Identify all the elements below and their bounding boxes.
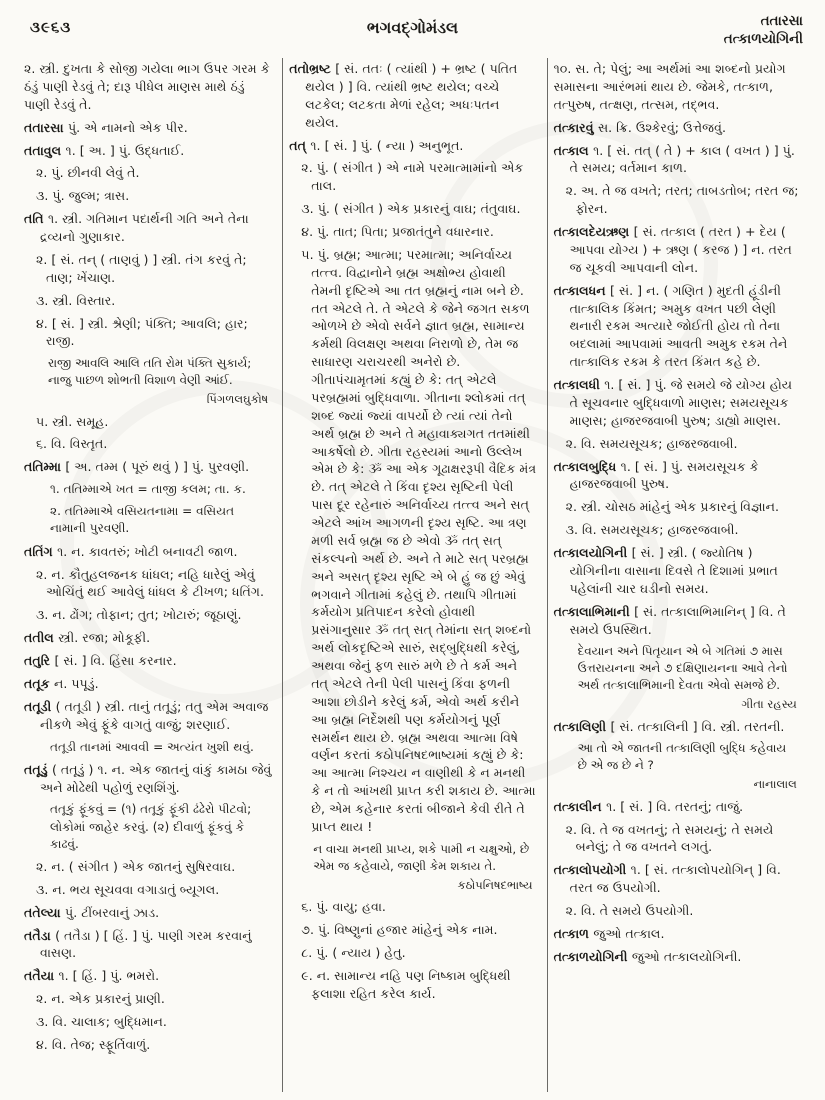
entry-line: ૭. પું. વિષ્ણુનાં હજાર માંહેનું એક નામ. [301, 921, 498, 937]
dict-entry: તત્કાળ જુઓ તત્કાલ. [553, 925, 665, 941]
headword: તત્કાલાભિમાની [553, 603, 635, 619]
citation-source: ગીતા રહસ્ય [741, 697, 797, 712]
entry-line: ૨. અ. તે જ વખતે; તરત; તાબડતોબ; તરત જ; ફોરન. [565, 183, 799, 217]
guide-words [724, 12, 803, 48]
dict-entry: તત્કારવું સ. ક્રિ. ઉશ્કેરવું; ઉત્તેજવું. [553, 119, 726, 135]
dict-entry: તત્ ૧. [ સં. ] પું. ( ન્યા ) અનુભૂત. [289, 137, 464, 153]
entry-line: ૨. ન. એક પ્રકારનું પ્રાણી. [36, 991, 165, 1007]
entry-line: ૨. પું. છીનવી લેવું તે. [36, 165, 140, 181]
headword: તતિ [24, 211, 48, 227]
entry-line: ૪. વિ. તેજ; સ્ફૂર્તિવાળું. [36, 1036, 151, 1052]
dict-entry: તતેલ્યા પું. ટીંબરવાનું ઝાડ. [24, 904, 160, 920]
citation-source: કઠોપનિષદભાષ્ય [457, 877, 533, 892]
headword: તતોભ્રષ્ટ [289, 61, 336, 76]
headword: તતિંગ [24, 543, 58, 559]
headword: તત્કાળ [553, 925, 594, 941]
column-3 [547, 58, 811, 1092]
entry-line: ૨. પું. ( સંગીત ) એ નામે પરમાત્મામાંનો એક તાલ. [301, 160, 524, 194]
headword: તતૂડું [24, 761, 52, 777]
headword: તતીલ [24, 630, 59, 646]
headword: તત્કાલબુદ્ધિ [553, 458, 621, 474]
entry-line: ૪. પું. તાત; પિતા; પ્રજાતંતુને વધારનાર. [301, 224, 494, 239]
entry-line: ૮. પું. ( ન્યાય ) હેતુ. [301, 944, 406, 960]
headword: તત્કાલધન [553, 282, 611, 298]
entry-line: ૩. પું. ( સંગીત ) એક પ્રકારનું વાઘ; તંતુવાઘ. [301, 201, 521, 217]
headword: તતેલ્યા [24, 904, 66, 920]
column-2 [282, 58, 546, 1092]
citation-source: નાનાલાલ [753, 777, 797, 792]
dict-entry: તત્કાલદેયઋણ [ સં. તત્કાલ ( તરત ) + દેય ( આપવા યોગ્ય ) + ઋણ ( કરજ ) ] ન. તરત જ ચૂકવી આપવાની લોન. [553, 224, 792, 275]
headword: તતિમ્મા [24, 459, 66, 475]
headword: તતુરિ [24, 653, 55, 669]
book-title: ભગવદ્ગોમંડલ [366, 18, 459, 37]
dict-entry: તતોભ્રષ્ટ [ સં. તતઃ ( ત્યાંથી ) + ભ્રષ્ટ ( પતિત થયેલ ) ] વિ. ત્યાંથી ભ્રષ્ટ થયેલ; વચ્ચે લટકેલ; લટકતા મેળાં રહેલ; અધઃપતન થયેલ. [289, 61, 518, 130]
dict-entry: તત્કાલોપયોગી ૧. [ સં. તત્કાલોપયોગિન્ ] વિ. તરત જ ઉપયોગી. [553, 862, 781, 896]
entry-line: ૩. પું. જુલ્મ; ત્રાસ. [36, 188, 130, 204]
entry-line: ૩. વિ. સમયસૂચક; હાજરજવાબી. [565, 522, 739, 538]
entry-line: ૯. ન. સામાન્ય નહિ પણ નિષ્કામ બુદ્ધિથી ફલાશા રહિત કરેલ કાર્ય. [301, 967, 511, 1001]
dict-entry: તત્કાલધન [ સં. ] ન. ( ગણિત ) મુદતી હૂંડીની તાત્કાલિક કિંમત; અમુક વખત પછી લેણી થનારી રકમ અત્યારે જોઈતી હોય તો તેના બદલામાં આપવામાં આવતી અમુક રકમ તેને તાત્કાલિક રકમ કે તરત કિંમત કહે છે. [553, 282, 788, 370]
headword: તત્ [289, 137, 311, 153]
guide-word-last: તત્કાળયોગિની [723, 31, 803, 48]
entry-line: ૨. સ્ત્રી. ચોસઠ માંહેનું એક પ્રકારનું વિજ્ઞાન. [565, 499, 779, 515]
dict-entry: તત્કાલયોગિની [ સં. ] સ્ત્રી. ( જ્યોતિષ ) યોગિનીના વાસાના દિવસે તે દિશામાં પ્રભાત પહેલાંની ચાર ઘડીનો સમય. [553, 545, 778, 596]
dict-entry: તતૂક ન. પપૂડું. [24, 675, 99, 691]
page-header [0, 10, 825, 60]
headword: તત્કાલ [553, 142, 594, 158]
dict-entry: તતિમ્મા [ અ. તમ્મ ( પૂરું થવું ) ] પું. પુરવણી. [24, 459, 250, 475]
citation-quote: આ તો એ જાતની તત્કાલિણી બુદ્ધિ કહેવાય છે એ જ છે ને ? [577, 741, 787, 773]
dict-entry: તતૂડી ( તતૂડી ) સ્ત્રી. તાનું તતૂડું; તતુ એમ અવાજ નીકળે એવું ફૂંકે વાગતું વાજું; શરણાઈ. [24, 698, 269, 732]
dict-entry: તત્કાલીન ૧. [ સં. ] વિ. તરતનું; તાજું. [553, 798, 744, 814]
headword: તત્કાલદેયઋણ [553, 224, 634, 239]
entry-line: ૨. વિ. સમયસૂચક; હાજરજવાબી. [565, 435, 738, 451]
guide-word-first: તતારસા [760, 13, 803, 29]
headword: તતૈયા [24, 968, 59, 984]
dict-entry: તતૈયા ૧. [ હિં. ] પું. ભમરો. [24, 968, 160, 984]
entry-line: ૧૦. સ. તે; પેલું; આ અર્થમાં આ શબ્દનો પ્રયોગ સમાસના આરંભમાં થાય છે. જેમકે, તત્કાળ, તત્પુરુષ, તત્ક્ષણ, તત્સમ, તદ્ભવ. [553, 61, 786, 112]
entry-line: ૬. વિ. વિસ્તૃત. [36, 436, 108, 452]
dict-entry: તતિ ૧. સ્ત્રી. ગતિમાન પદાર્થની ગતિ અને તેના દ્રવ્યનો ગુણાકાર. [24, 211, 249, 244]
dict-entry: તતીલ સ્ત્રી. રજા; મોકૂફી. [24, 630, 151, 646]
headword: તત્કાલધી [553, 377, 605, 392]
entry-line: ૫. પું. બ્રહ્મ; આત્મા; પરમાત્મા; અનિર્વાચ્ય તત્ત્વ. વિદ્વાનોને બ્રહ્મ અક્ષોભ્ય હોવાથી તેમની દૃષ્ટિએ આ તત બ્રહ્મનું નામ બને છે. તત એટલે તે. તે એટલે કે જેને જગત સકળ ઓળખે છે એવો સર્વને જ્ઞાત બ્રહ્મ, સામાન્ય કર્મથી વિલક્ષણ અથવા નિરાળો છે, તેમ જ સાધારણ ચરાચરથી અનેરો છે. ગીતાપંચામૃતમાં કહ્યું છે કે: તત્ એટલે પરબ્રહ્મમાં બુદ્ધિવાળા. ગીતાના શ્લોકમાં તત્ શબ્દ જ્યાં જ્યાં વાપર્યો છે ત્યાં ત્યાં તેનો અર્થ બ્રહ્મ છે અને તે મહાવાક્યગત તતમાંથી આકર્ષેલો છે. ગીતા રહસ્યમાં આનો ઉલ્લેખ એમ છે કે: ૐ આ એક ગૂઢાક્ષરરૂપી વૈદિક મંત્ર છે. તત્ એટલે તે કિંવા દૃશ્ય સૃષ્ટિની પેલી પાસ દૂર રહેનારું અનિર્વાચ્ય તત્ત્વ અને સત્ એટલે આંખ આગળની દૃશ્ય સૃષ્ટિ. આ ત્રણ મળી સર્વ બ્રહ્મ જ છે એવો ૐ તત્ સત્ સંકલ્પનો અર્થ છે. અને તે માટે સત્ પરબ્રહ્મ અને અસત્ દૃશ્ય સૃષ્ટિ એ બે હું જ છું એવું ભગવાને ગીતામાં કહેલું છે. તથાપિ ગીતામાં કર્મયોગ પ્રતિપાદન કરેલો હોવાથી પ્રસંગાનુસાર ૐ તત્ સત્ તેમાંના સત્ શબ્દનો અર્થ લોકદૃષ્ટિએ સારું, સદ્‌બુદ્ધિથી કરેલું, અથવા જેનું ફળ સારું મળે છે તે કર્મ અને તત્ એટલે તેની પેલી પાસનું કિંવા ફળની આશા છોડીને કરેલું કર્મ, એવો અર્થ કરીને આ બ્રહ્મ નિર્દેશથી પણ કર્મયોગનું પૂર્ણ સમર્થન થાય છે. બ્રહ્મ અથવા આત્મા વિષે વર્ણન કરતાં કઠોપનિષદભાષ્યમાં કહ્યું છે કે: આ આત્મા નિશ્ચય ન વાણીથી કે ન મનથી કે ન તો આંખથી પ્રાપ્ત કરી શકાય છે. આત્મા છે, એમ કહેનાર કરતાં બીજાને કેવી રીતે તે પ્રાપ્ત થાય ! [301, 246, 537, 834]
dict-entry: તત્કાલબુદ્ધિ ૧. [ સં. ] પું. સમયસૂચક કે હાજરજવાબી પુરુષ. [553, 458, 759, 492]
citation-source: પિંગળલઘુકોષ [206, 392, 269, 407]
dict-entry: તતૂડું ( તતૂડું ) ૧. ન. એક જાતનું વાંકું કામઠા જેવું અને મોઢેથી પહોળું રણશિંગું. [24, 761, 272, 795]
dict-entry: તત્કાલ ૧. [ સં. તત્ ( તે ) + કાલ ( વખત ) ] પું. તે સમય; વર્તમાન કાળ. [553, 142, 795, 176]
entry-line: ૩. સ્ત્રી. વિસ્તાર. [36, 292, 116, 308]
dict-entry: તત્કાળયોગિની જુઓ તત્કાલયોગિની. [553, 948, 742, 964]
entry-line: ૨. તતિમ્માએ વસિયતનામા = વસિયત નામાની પુરવણી. [50, 504, 235, 536]
citation-quote: દેવયાન અને પિતૃયાન એ બે ગતિમાં ૭ માસ ઉત્તરાયનના અને ૭ દક્ષિણાયનના આવે તેનો અર્થ તત્કાલાભિમાની દેવતા એવો સમજે છે. [577, 644, 788, 693]
headword: તતૂક [24, 675, 54, 691]
entry-line: ૨. ન. ( સંગીત ) એક જાતનું સુષિરવાઘ. [36, 858, 236, 874]
entry-line: ૩. ન. ભય સૂચવવા વગાડાતું બ્યૂગલ. [36, 881, 220, 897]
entry-line: ૨. સ્ત્રી. દુખતા કે સોજી ગયેલા ભાગ ઉપર ગરમ કે ઠંડું પાણી રેડવું તે; દારૂ પીધેલ માણસ માથે ઠંડું પાણી રેડવું તે. [24, 61, 270, 112]
dict-entry: તત્કાલધી ૧. [ સં. ] પું. જે સમયે જે યોગ્ય હોય તે સૂચવનાર બુદ્ધિવાળો માણસ; સમયસૂચક માણસ; હાજરજવાબી પુરુષ; ડાહ્યો માણસ. [553, 377, 793, 428]
citation-quote: રાજી આવલિ આલિ તતિ રોમ પંક્તિ સુકાર્ય; નાજુ પાછળ શોભતી વિશાળ વેણી આંઈ. [48, 356, 252, 388]
entry-line: તતૂડી તાનમાં આવવી = અત્યંત ખુશી થવું. [50, 739, 254, 754]
headword: તત્કાલીન [553, 798, 607, 814]
headword: તત્કાળયોગિની [553, 948, 632, 964]
headword: તતાવુલ [24, 142, 66, 158]
dict-entry: તતાવુલ ૧. [ અ. ] પું. ઉદ્ધતાઈ. [24, 142, 185, 158]
headword: તતૂડી [24, 698, 56, 714]
entry-line: ૧. તતિમ્માએ ખત = તાજી કલમ; તા. ક. [50, 482, 246, 497]
entry-line: ૬. પું. વાયુ; હવા. [301, 899, 386, 915]
entry-line: ૩. ન. ઢોંગ; તોફાન; તુત; ખોટારું; જૂઠાણું. [36, 607, 242, 623]
entry-line: ૪. [ સં. ] સ્ત્રી. શ્રેણી; પંક્તિ; આવલિ; હાર; રાજી. [36, 315, 248, 349]
entry-line: ૨. [ સં. તન્ ( તાણવું ) ] સ્ત્રી. તંગ કરવું તે; તાણ; ખેંચાણ. [36, 251, 247, 285]
dict-entry: તતિંગ ૧. ન. કાવતરું; ખોટી બનાવટી જાળ. [24, 543, 238, 559]
text-columns [18, 58, 811, 1092]
headword: તત્કાલિણી [553, 718, 611, 734]
entry-line: ૫. સ્ત્રી. સમૂહ. [36, 413, 109, 429]
page-number: ૩૯૬૩ [30, 18, 72, 36]
column-1 [18, 58, 282, 1092]
headword: તત્કાલયોગિની [553, 545, 632, 560]
headword: તતારસા [24, 119, 68, 135]
dict-entry: તતુરિ [ સં. ] વિ. હિંસા કરનાર. [24, 653, 177, 669]
entry-line: તતૂકું ફૂંકવું = (૧) તતૂકું ફૂંકી ઢંઢેરો પીટવો; લોકોમાં જાહેર કરવું. (૨) દીવાળું ફૂંકવું કે કાઢવું. [50, 802, 252, 851]
headword: તત્કાલોપયોગી [553, 862, 631, 878]
entry-line: ૨. વિ. તે સમયે ઉપયોગી. [565, 903, 694, 919]
headword: તત્કારવું [553, 119, 598, 135]
dict-entry: તત્કાલિણી [ સં. તત્કાલિની ] વિ. સ્ત્રી. તરતની. [553, 718, 785, 734]
dict-entry: તતૈડા ( તતૈડા ) [ હિં. ] પું. પાણી ગરમ કરવાનું વાસણ. [24, 927, 252, 961]
headword: તતૈડા [24, 927, 56, 943]
dict-entry: તત્કાલાભિમાની [ સં. તત્કાલાભિમાનિન્ ] વિ. તે સમયે ઉપસ્થિત. [553, 603, 786, 637]
dict-entry: તતારસા પું. એ નામનો એક પીર. [24, 119, 188, 135]
entry-line: ૨. ન. કૌતુહલજનક ધાંધલ; નહિ ધારેલું એવું ઓચિંતું થઈ આવેલું ધાંધલ કે ટીખળ; ધતિંગ. [36, 566, 264, 600]
entry-line: ૩. વિ. ચાલાક; બુદ્ધિમાન. [36, 1014, 167, 1030]
citation-quote: ન વાચા મનથી પ્રાપ્ય, શકે પામી ન ચક્ષુઓ, છે એમ જ કહેવાયે, જાણી કેમ શકાય તે. [313, 841, 530, 873]
entry-line: ૨. વિ. તે જ વખતનું; તે સમયનું; તે સમયે બનેલું; તે જ વખતને લગતું. [565, 821, 774, 855]
